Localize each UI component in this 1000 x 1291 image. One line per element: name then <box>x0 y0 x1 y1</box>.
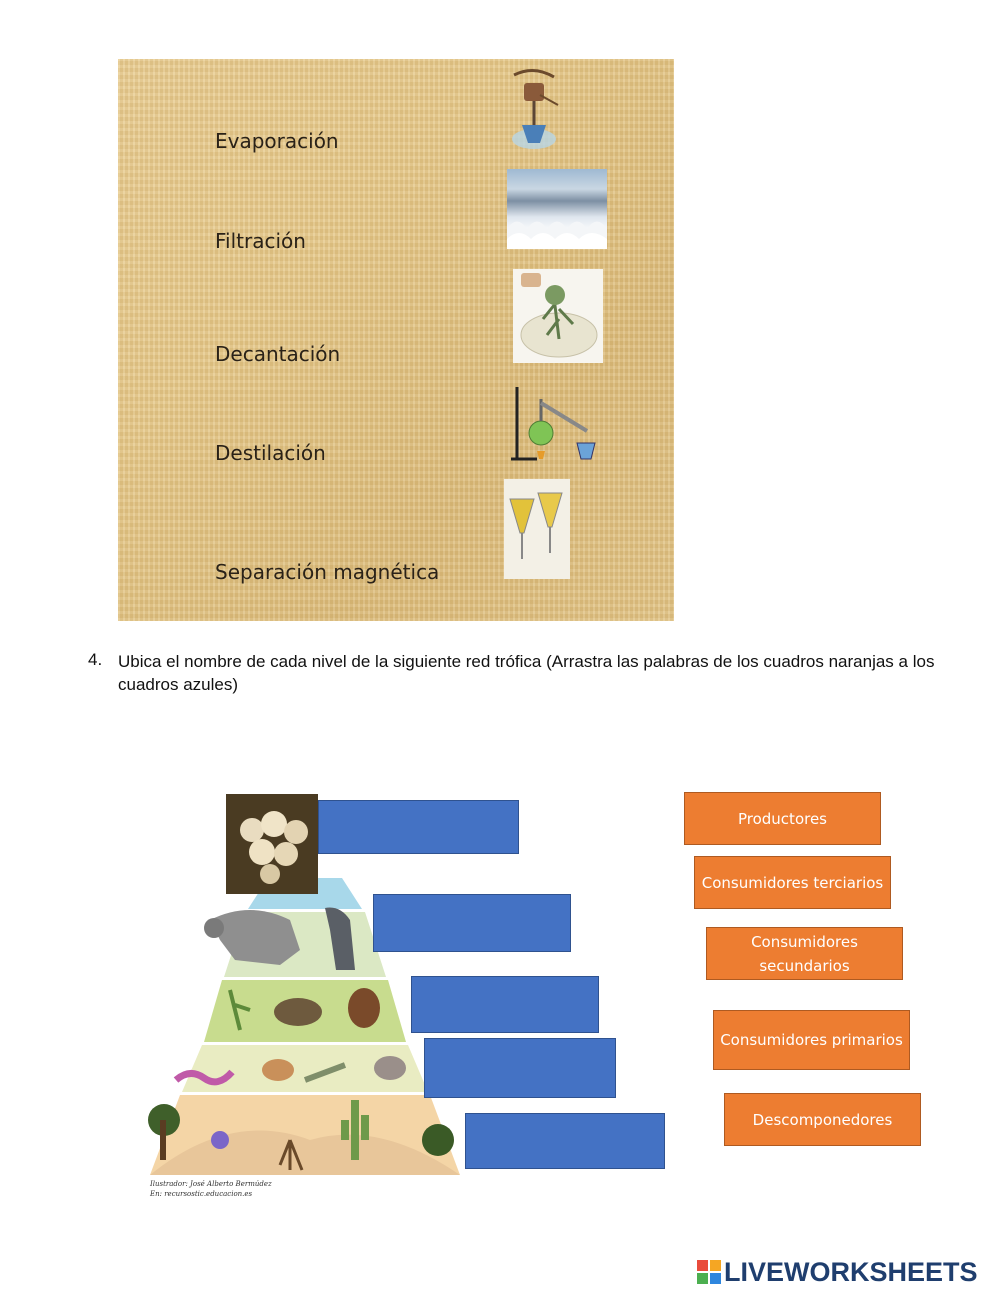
drop-zone-level-4[interactable] <box>373 894 571 952</box>
method-label: Destilación <box>215 441 326 465</box>
word-box-consumidores-secundarios[interactable]: Consumidores secundarios <box>706 927 903 980</box>
liveworksheets-logo <box>697 1258 978 1286</box>
logo-text: LIVEWORKSHEETS <box>724 1256 978 1287</box>
salt-flats-image <box>507 169 607 249</box>
question-text: Ubica el nombre de cada nivel de la siguiente red trófica (Arrastra las palabras de los cuadros naranjas a los cuadros azules) <box>118 652 935 694</box>
drop-zone-level-1[interactable] <box>465 1113 665 1169</box>
question-number: 4. <box>88 650 103 669</box>
word-box-productores[interactable]: Productores <box>684 792 881 845</box>
method-label: Filtración <box>215 229 306 253</box>
illustration-source: En: recursostic.educacion.es <box>150 1190 253 1198</box>
word-box-consumidores-primarios[interactable]: Consumidores primarios <box>713 1010 910 1070</box>
drop-zone-level-3[interactable] <box>411 976 599 1033</box>
method-label: Evaporación <box>215 129 339 153</box>
logo-mark-icon <box>697 1260 721 1284</box>
lab-apparatus-image <box>500 65 568 151</box>
method-label: Separación magnética <box>215 560 440 584</box>
word-box-descomponedores[interactable]: Descomponedores <box>724 1093 921 1146</box>
word-box-consumidores-terciarios[interactable]: Consumidores terciarios <box>694 856 891 909</box>
illustration-credit: Ilustrador: José Alberto Bermúdez <box>150 1180 272 1188</box>
separatory-funnel-image <box>504 479 570 579</box>
drop-zone-level-5[interactable] <box>318 800 519 854</box>
distillation-image <box>511 381 601 465</box>
drop-zone-level-2[interactable] <box>424 1038 616 1098</box>
separation-methods-panel <box>118 59 674 621</box>
plant-dish-image <box>513 269 603 363</box>
method-label: Decantación <box>215 342 341 366</box>
